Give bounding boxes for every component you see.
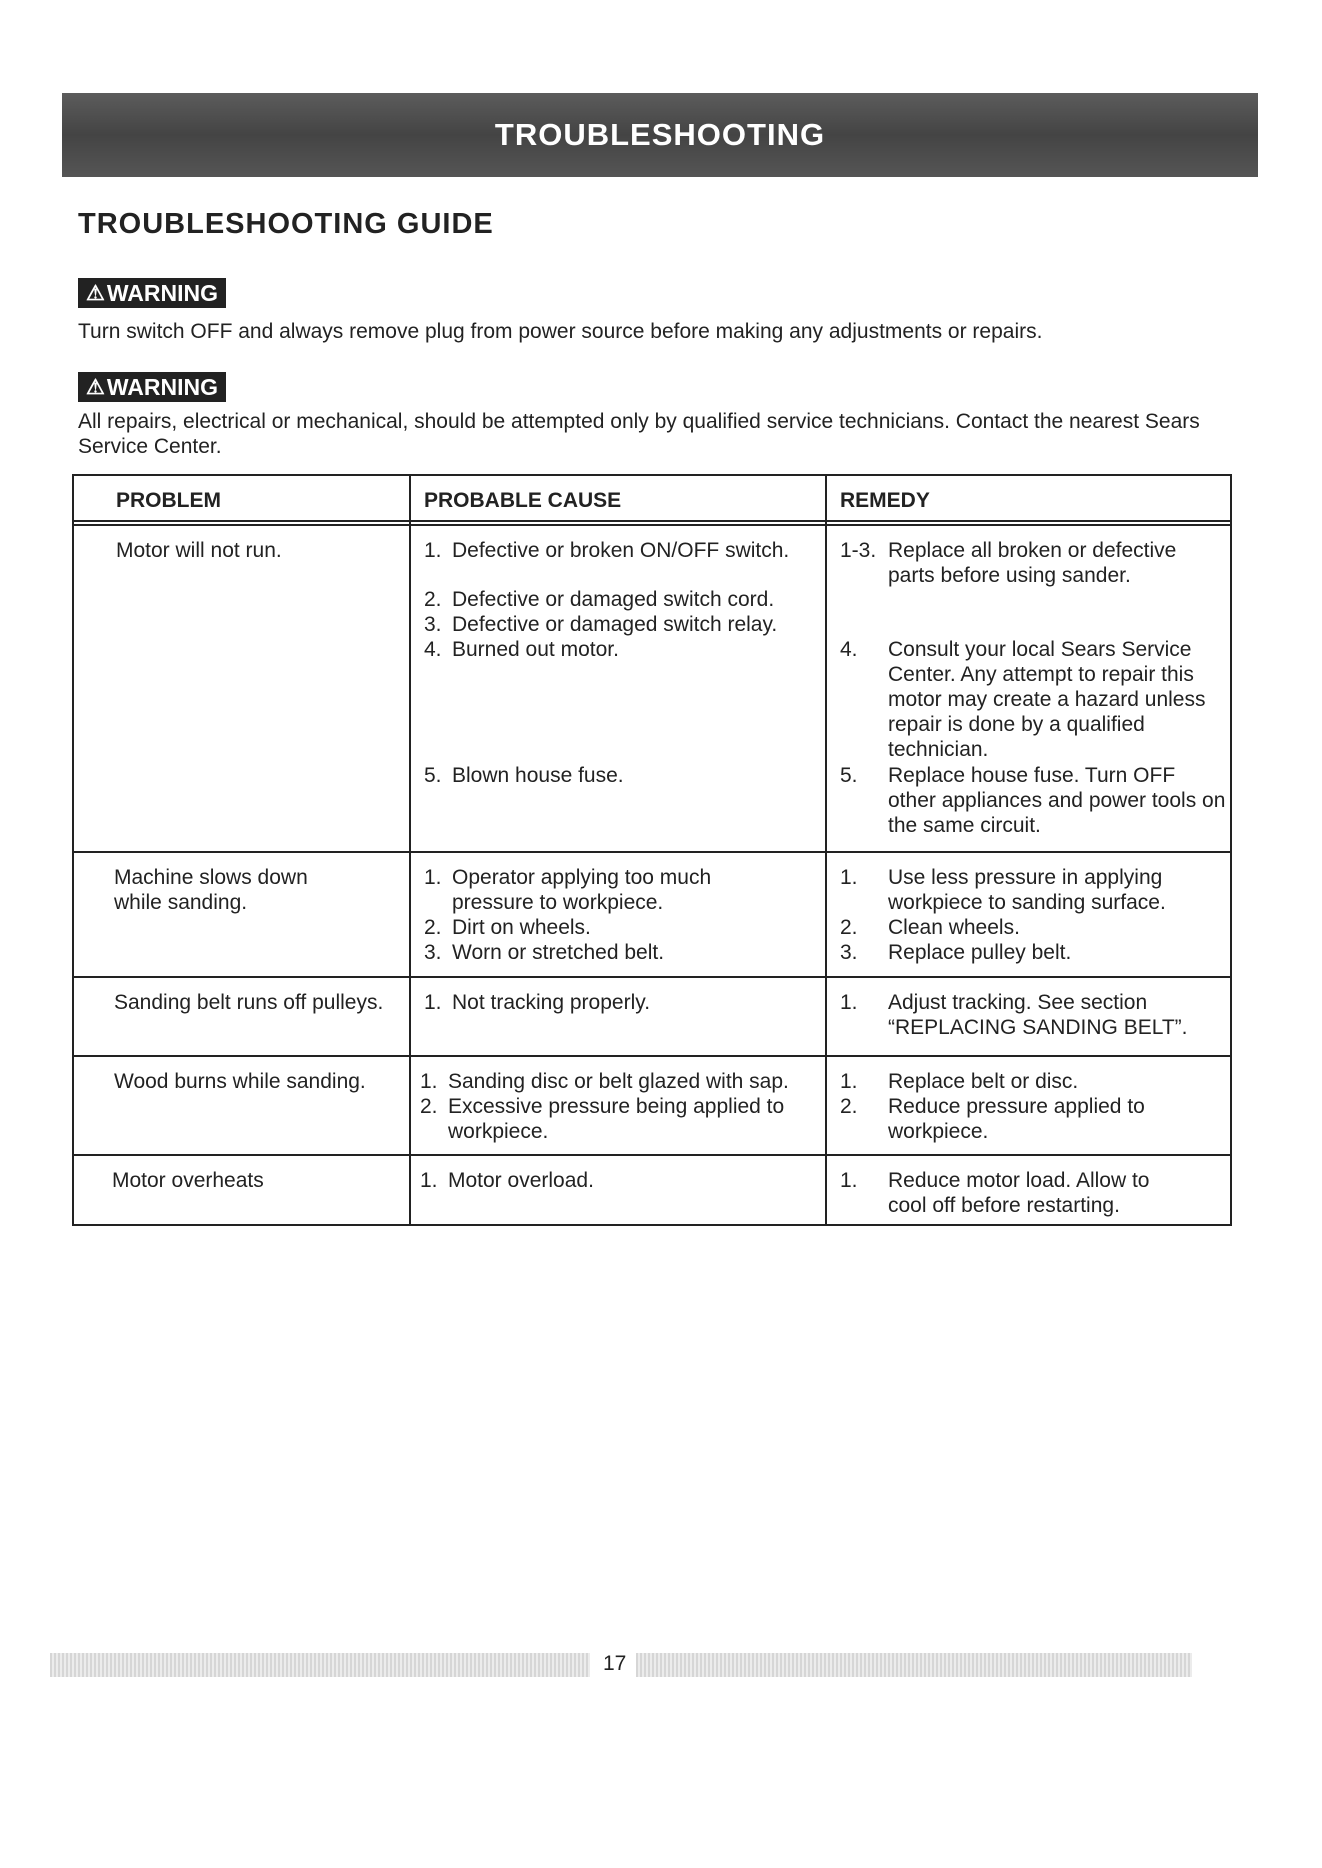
row-divider	[74, 1154, 1230, 1156]
problem-cell: Wood burns while sanding.	[114, 1070, 366, 1093]
warning-text: Turn switch OFF and always remove plug from power source before making any adjustments or repairs.	[78, 320, 1043, 343]
warning-badge-label: WARNING	[106, 373, 218, 400]
section-banner	[62, 93, 1258, 177]
problem-cell: Machine slows down while sanding.	[114, 866, 308, 914]
warning-text: All repairs, electrical or mechanical, should be attempted only by qualified service technicians. Contact the nearest Sears Service Center.	[78, 410, 1200, 458]
problem-cell: Motor overheats	[112, 1169, 264, 1192]
warning-badge-label: WARNING	[106, 279, 218, 306]
warning-triangle-icon: ⚠	[86, 375, 105, 399]
row-divider	[74, 851, 1230, 853]
banner-title: TROUBLESHOOTING	[494, 117, 826, 152]
warning-triangle-icon: ⚠	[86, 281, 105, 305]
column-header-cause: PROBABLE CAUSE	[424, 489, 622, 512]
problem-cell: Sanding belt runs off pulleys.	[114, 991, 384, 1014]
problem-cell: Motor will not run.	[116, 539, 282, 562]
footer-rule-right	[636, 1653, 1192, 1677]
column-header-remedy: REMEDY	[840, 489, 930, 512]
page-number: 17	[603, 1652, 627, 1675]
remedy-item: 1-3. Replace all broken or defective parts before using sander.	[840, 539, 1177, 587]
footer-rule-left	[50, 1653, 590, 1677]
guide-title: TROUBLESHOOTING GUIDE	[78, 208, 494, 240]
column-divider	[409, 476, 411, 1224]
warning-badge	[78, 372, 226, 402]
troubleshooting-table: PROBLEM PROBABLE CAUSE REMEDY Motor will not run. 1. Defective or broken ON/OFF switch. 2. Defective or damaged switch cord. 3. Defective or damaged switch relay. 4. Burned out motor. 5. Blown house fuse. 1-3. Replace all broken or defective parts before using sander. 4. Consult your local Sears Service Center. Any attempt to repair this motor may create a hazard unless repair is done by a qualified technician. 5. Replace house fuse. Turn OFF other appliances and power tools on the same circuit. Machine slows down while sanding. 1. Operator applying too much pressure to workpiece. 2. Dirt on wheels. 3. Worn or stretched belt. 1. Use less pressure in applying workpiece to sanding surface. 2. Clean wheels. 3. Replace pulley belt. Sanding belt runs off pulleys. 1. Not tracking properly. 1. Adjust tracking. See section “REPLACING SANDING BELT”. Wood burns while sanding. 1. Sanding disc or belt glazed with sap. 2. Excessive pressure being applied to workpiece. 1. Replace belt or disc. 2. Reduce pressure applied to workpiece. Motor overheats 1. Motor overload. 1. Reduce motor load. Allow to cool off before restarting.	[72, 474, 1232, 1226]
column-header-problem: PROBLEM	[116, 489, 221, 512]
row-divider	[74, 976, 1230, 978]
warning-badge	[78, 278, 226, 308]
column-divider	[825, 476, 827, 1224]
row-divider	[74, 1055, 1230, 1057]
header-rule	[74, 520, 1230, 526]
